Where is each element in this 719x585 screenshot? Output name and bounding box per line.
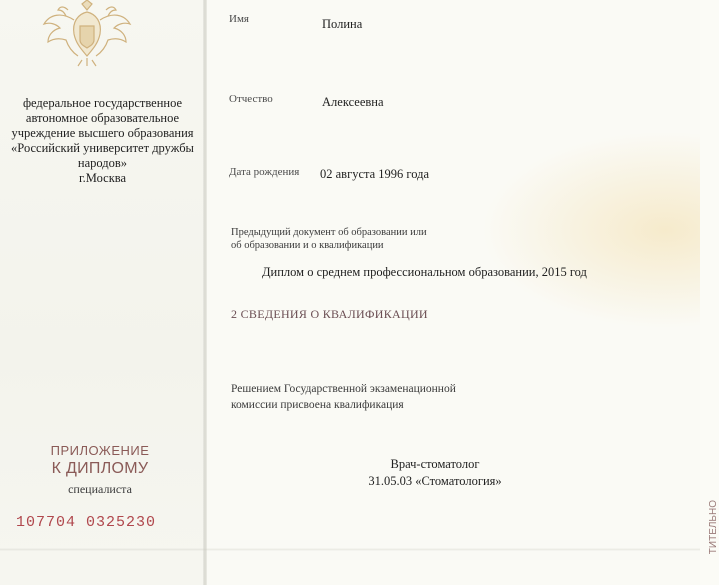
institution-line: «Российский университет дружбы [11, 141, 194, 155]
right-page [205, 0, 700, 585]
institution-line: народов» [77, 156, 128, 170]
institution-line: автономное образовательное [25, 111, 180, 125]
patronymic-value: Алексеевна [322, 95, 384, 109]
previous-document-label-line: об образовании и о квалификации [231, 240, 384, 251]
institution-name [0, 96, 205, 186]
qualification-code: 31.05.03 «Стоматология» [368, 474, 502, 488]
first-name-label: Имя [229, 13, 249, 25]
edge-text-fragment: ТИТЕЛЬНО [708, 500, 719, 555]
appendix-title [30, 443, 170, 497]
birth-date-value: 02 августа 1996 года [320, 167, 430, 181]
previous-document-value: Диплом о среднем профессиональном образовании, 2015 год [262, 265, 587, 279]
institution-city: г.Москва [78, 171, 127, 185]
previous-document-label [231, 226, 427, 252]
institution-line: учреждение высшего образования [11, 126, 194, 140]
institution-line: федеральное государственное [22, 96, 183, 110]
appendix-line-3: специалиста [68, 482, 132, 496]
paper-crease [0, 548, 700, 551]
section-title: 2 СВЕДЕНИЯ О КВАЛИФИКАЦИИ [231, 307, 428, 321]
patronymic-label: Отчество [229, 93, 273, 105]
emblem-double-headed-eagle-icon [38, 0, 136, 66]
birth-date-label: Дата рождения [229, 166, 300, 178]
qualification-title: Врач-стоматолог [390, 457, 480, 471]
left-page [0, 0, 205, 585]
appendix-line-1: ПРИЛОЖЕНИЕ [50, 443, 150, 458]
appendix-line-2: К ДИПЛОМУ [51, 460, 149, 477]
commission-decision [231, 381, 456, 413]
page-fold [203, 0, 207, 585]
qualification [340, 456, 530, 490]
commission-decision-line: Решением Государственной экзаменационной [231, 383, 456, 395]
first-name-value: Полина [322, 17, 363, 31]
previous-document-label-line: Предыдущий документ об образовании или [231, 227, 427, 238]
serial-number: 107704 0325230 [16, 514, 157, 531]
commission-decision-line: комиссии присвоена квалификация [231, 399, 404, 411]
